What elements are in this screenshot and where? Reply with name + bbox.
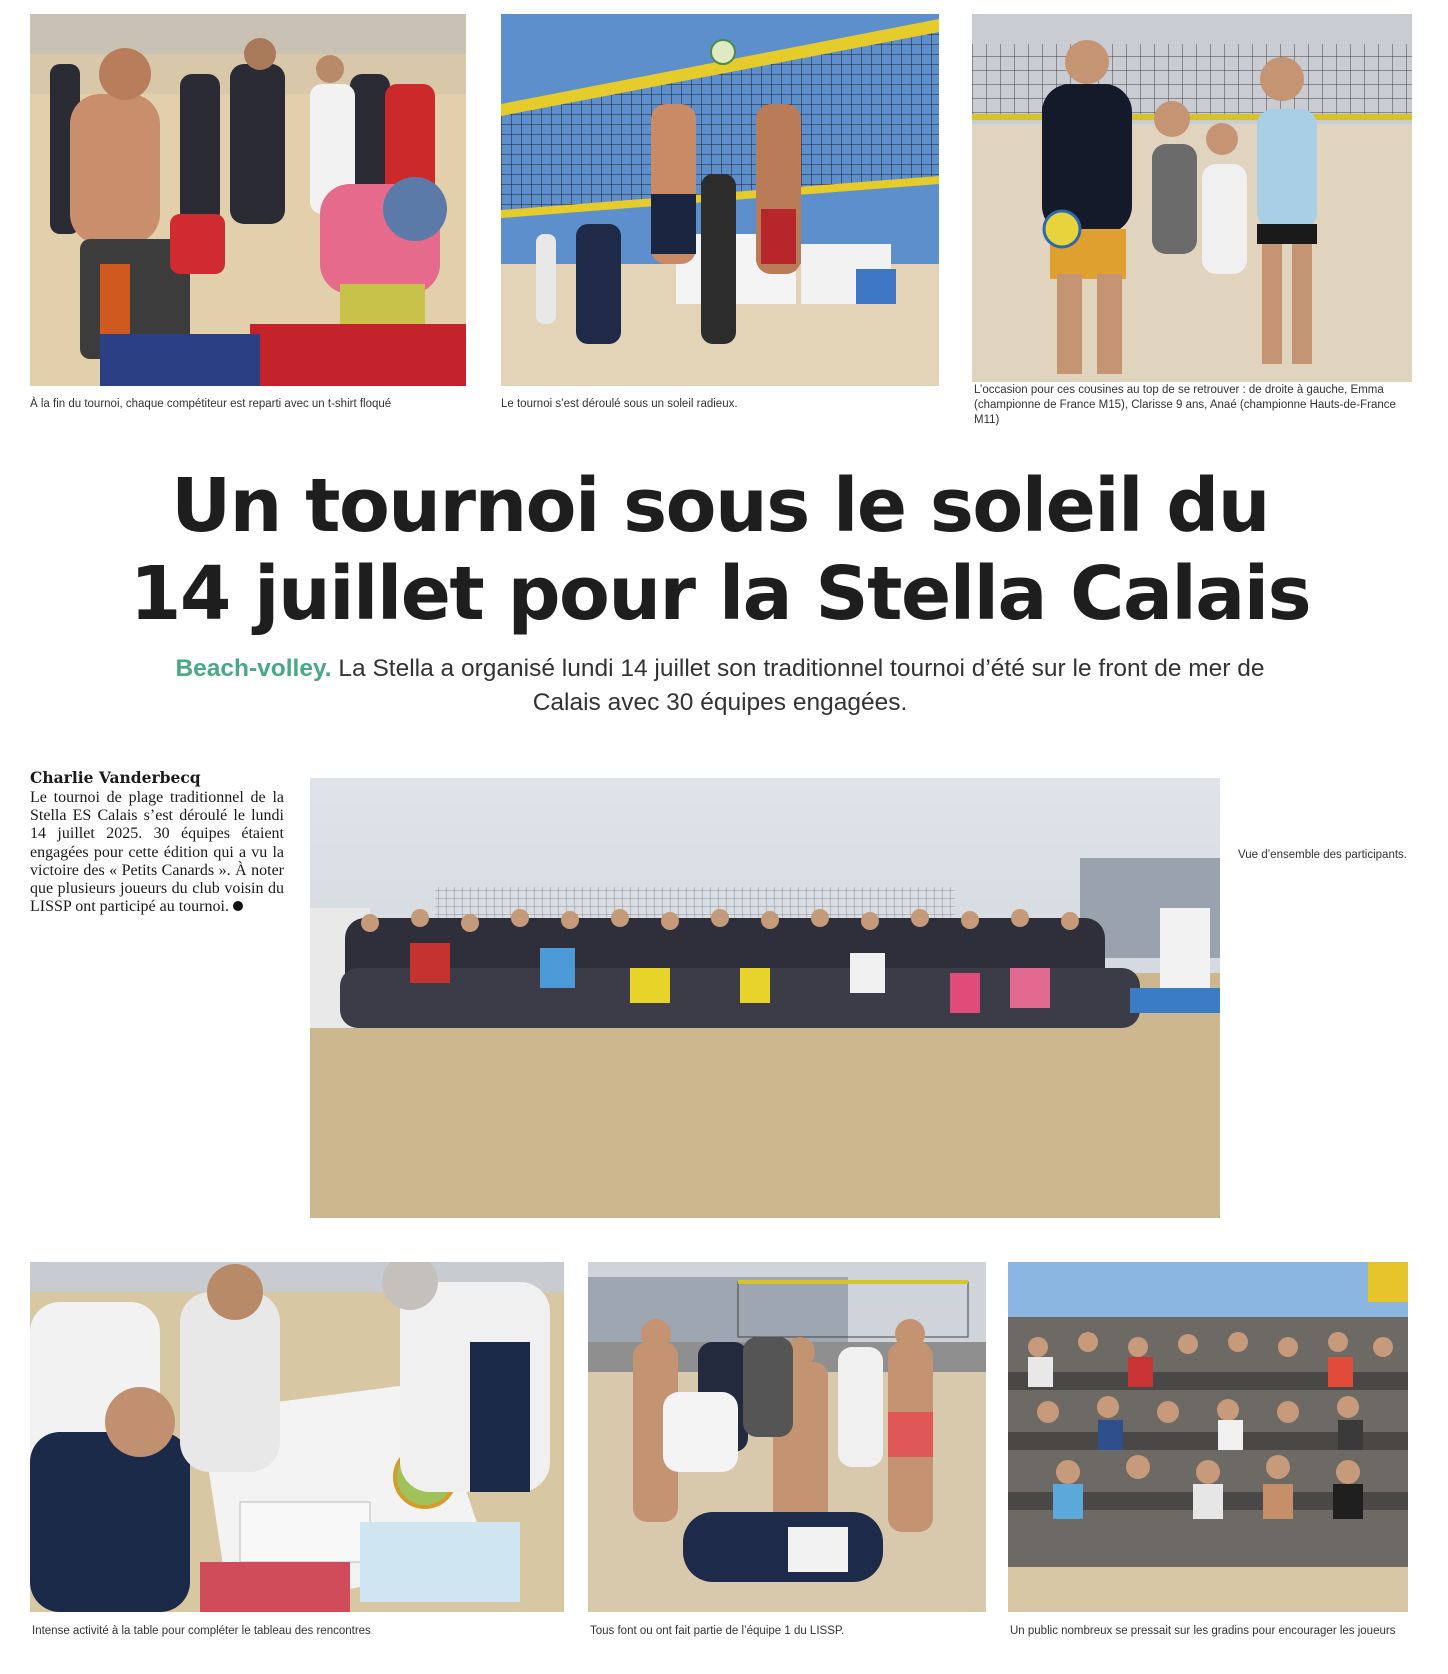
article-headline bbox=[80, 462, 1360, 638]
photo-lissp-team bbox=[588, 1262, 986, 1612]
photo1-caption: À la fin du tournoi, chaque compétiteur est reparti avec un t-shirt floqué bbox=[30, 398, 392, 410]
headline-line-1: Un tournoi sous le soleil du bbox=[171, 463, 1269, 549]
photo2-caption: Le tournoi s’est déroulé sous un soleil radieux. bbox=[501, 398, 738, 410]
photo-cousins bbox=[972, 14, 1412, 382]
article-lead bbox=[170, 652, 1270, 720]
photo3-caption: L’occasion pour ces cousines au top de se retrouver : de droite à gauche, Emma (championne de France M15), Clarisse 9 ans, Anaé (championne Hauts-de-France M11) bbox=[974, 384, 1396, 426]
main-photo-caption: Vue d’ensemble des participants. bbox=[1238, 849, 1407, 861]
photo-group-overview bbox=[310, 778, 1220, 1218]
photo-tshirt-distribution bbox=[30, 14, 466, 386]
photo6-caption: Un public nombreux se pressait sur les gradins pour encourager les joueurs bbox=[1010, 1625, 1396, 1637]
lead-kicker: Beach-volley. bbox=[175, 655, 332, 682]
article-body-text: Le tournoi de plage traditionnel de la Stella ES Calais s’est déroulé le lundi 14 juillet 2025. 30 équipes étaient engagées pour cette édition qui a vu la victoire des « Petits Canards ». À noter que plusieurs joueurs du club voisin du LISSP ont participé au tournoi. bbox=[30, 789, 284, 916]
photo4-caption: Intense activité à la table pour compléter le tableau des rencontres bbox=[32, 1625, 371, 1637]
lead-text: La Stella a organisé lundi 14 juillet son traditionnel tournoi d’été sur le front de mer de Calais avec 30 équipes engagées. bbox=[338, 655, 1265, 716]
author-byline: Charlie Vanderbecq bbox=[30, 768, 201, 787]
photo-spectators bbox=[1008, 1262, 1408, 1612]
headline-line-2: 14 juillet pour la Stella Calais bbox=[129, 551, 1311, 637]
photo-scoring-table bbox=[30, 1262, 564, 1612]
photo5-caption: Tous font ou ont fait partie de l’équipe 1 du LISSP. bbox=[590, 1625, 845, 1637]
article-body bbox=[30, 789, 284, 916]
end-bullet-icon bbox=[233, 901, 243, 911]
photo-volleyball-net bbox=[501, 14, 939, 386]
